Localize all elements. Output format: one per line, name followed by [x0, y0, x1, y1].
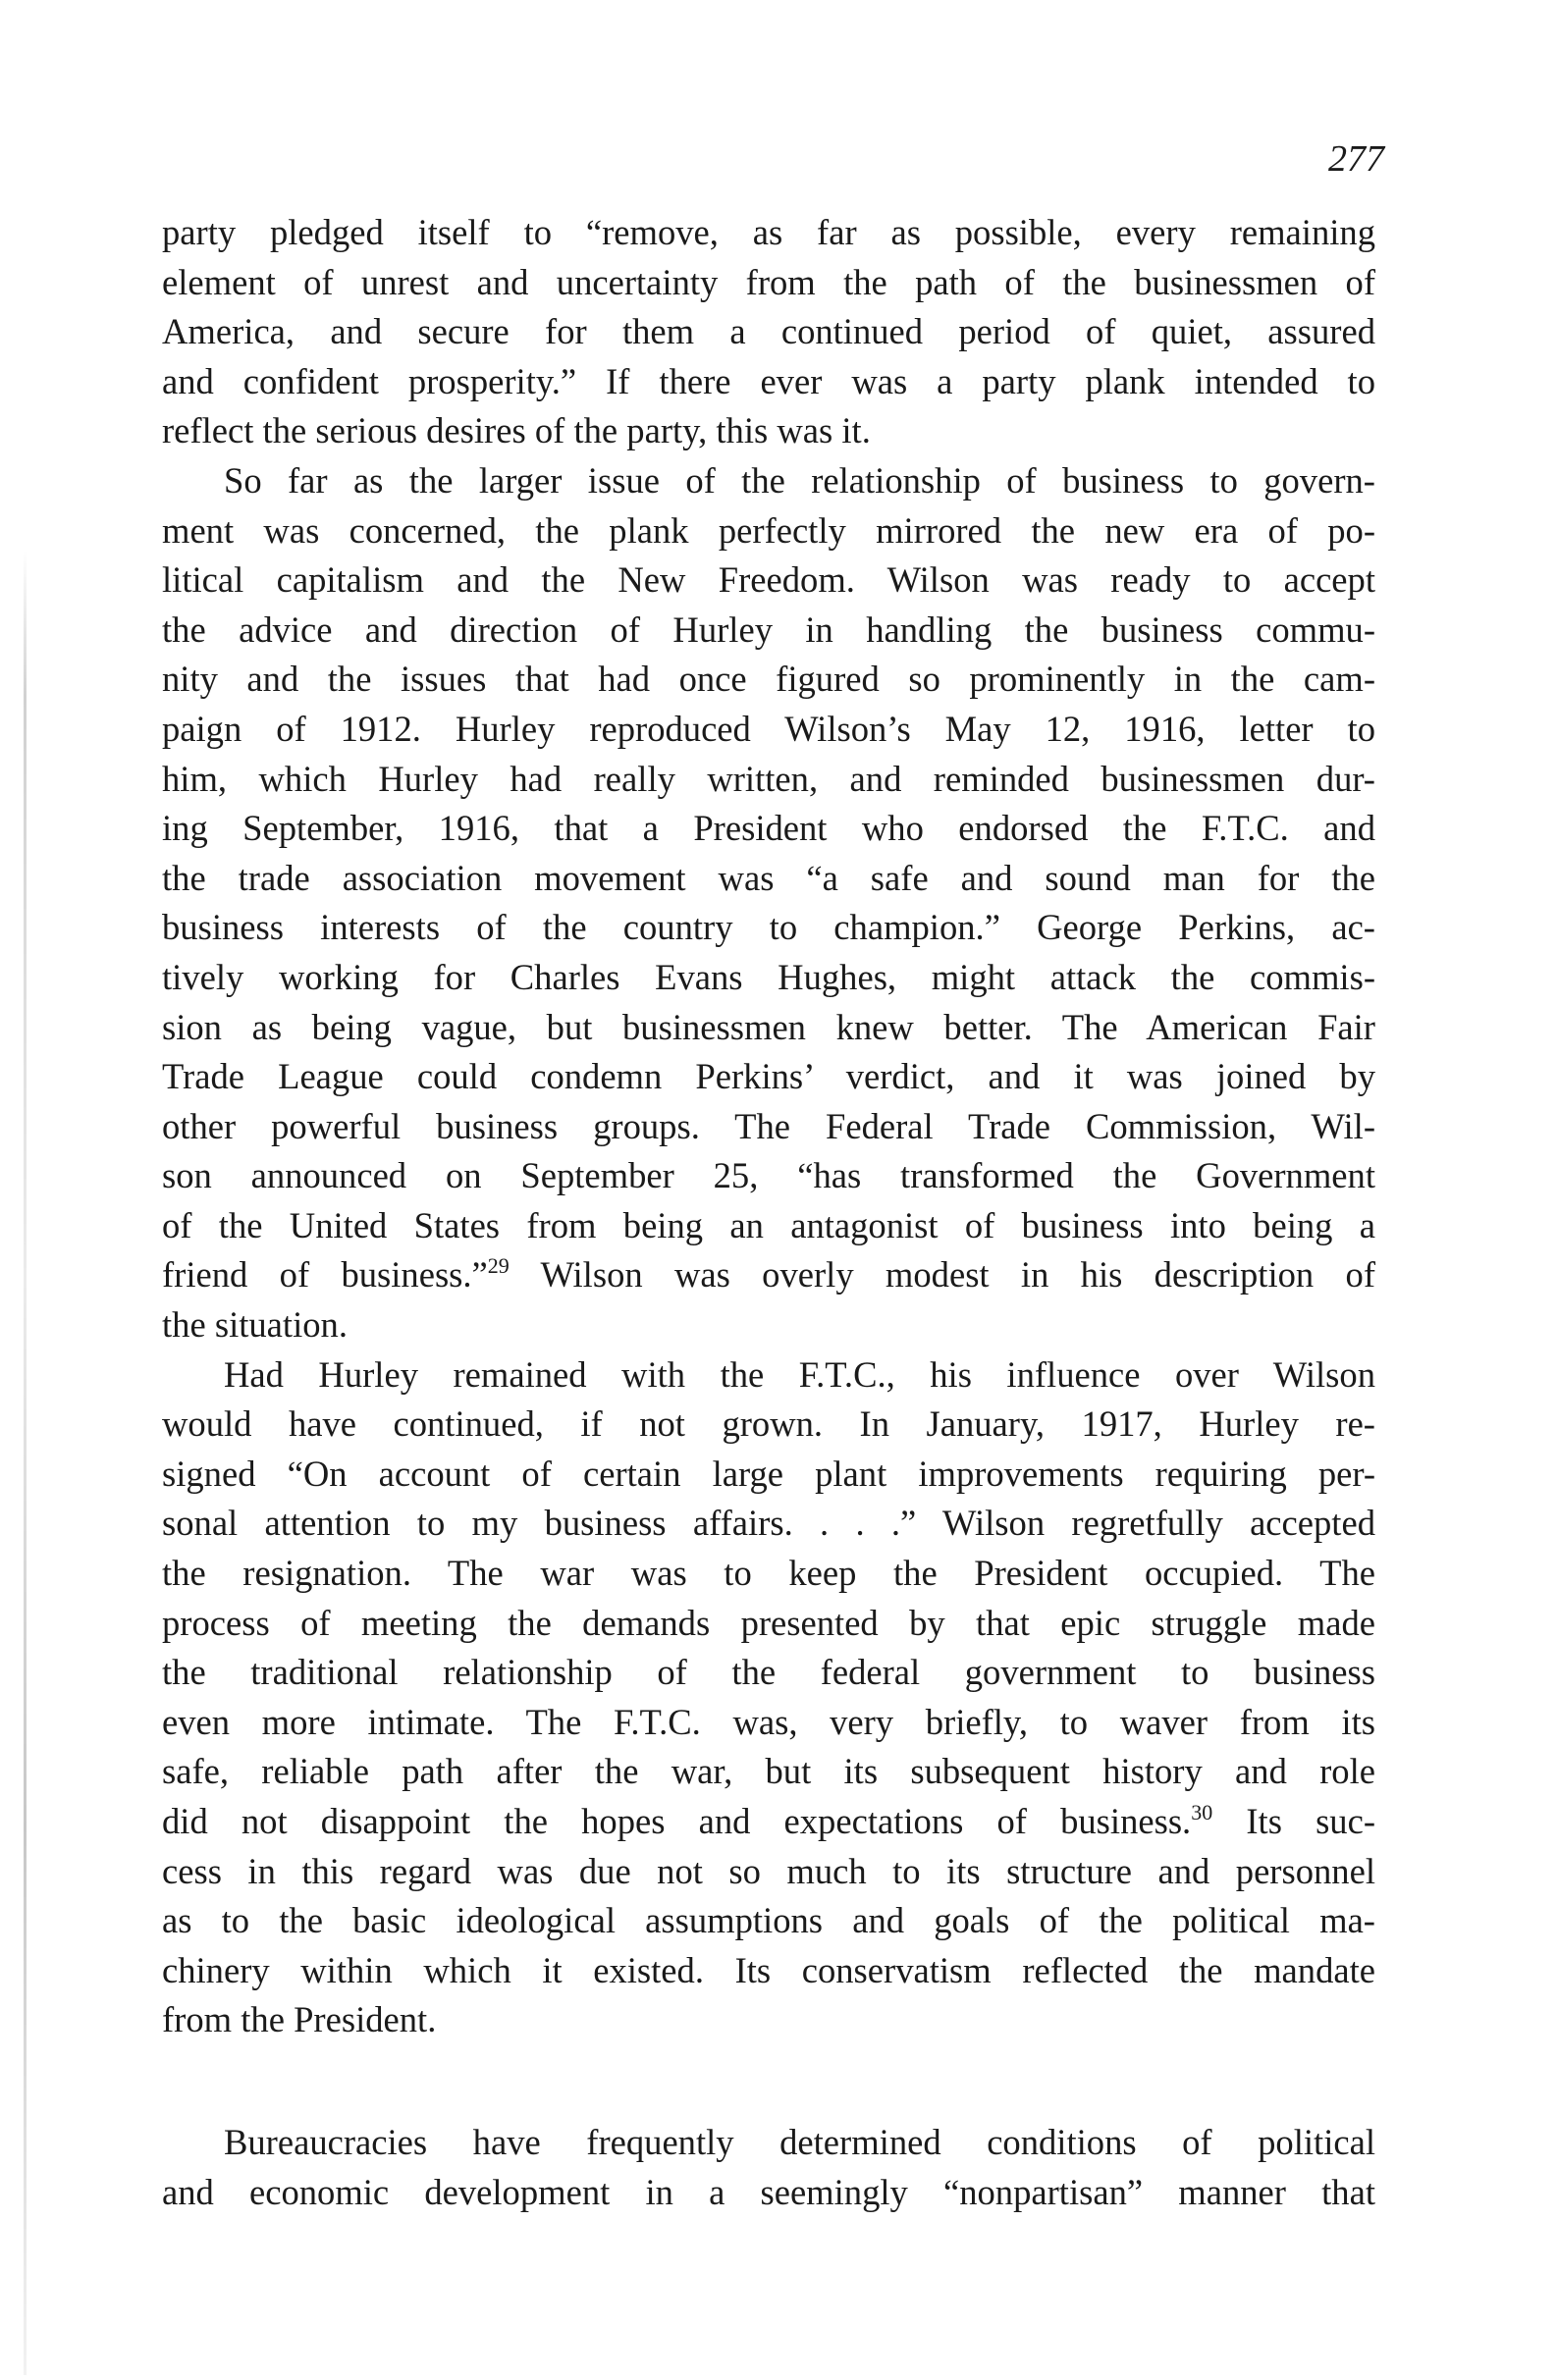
paragraph-p4 [162, 2118, 1375, 2217]
text-line: America, and secure for them a continued period of quiet, assured [162, 311, 1375, 352]
text-line: reflect the serious desires of the party, this was it. [162, 410, 871, 451]
text-line: signed “On account of certain large plant improvements requiring per- [162, 1453, 1375, 1494]
text-line: would have continued, if not grown. In January, 1917, Hurley re- [162, 1403, 1375, 1445]
text-line: him, which Hurley had really written, and reminded businessmen dur- [162, 758, 1375, 799]
text-line: ing September, 1916, that a President who endorsed the F.T.C. and [162, 808, 1375, 849]
text-line: the situation. [162, 1304, 348, 1346]
text-line: the advice and direction of Hurley in handling the business commu- [162, 608, 1375, 650]
text-line: the traditional relationship of the federal government to business [162, 1652, 1375, 1693]
footnote-ref[interactable]: 30 [1191, 1800, 1213, 1825]
text-line: Trade League could condemn Perkins’ verdict, and it was joined by [162, 1056, 1375, 1097]
text-line: sonal attention to my business affairs. . . .” Wilson regretfully accepted [162, 1503, 1375, 1544]
text-line: Had Hurley remained with the F.T.C., his influence over Wilson [224, 1353, 1375, 1395]
text-line: and confident prosperity.” If there ever was a party plank intended to [162, 360, 1375, 401]
text-line: safe, reliable path after the war, but its subsequent history and role [162, 1751, 1375, 1792]
text-line: of the United States from being an antagonist of business into being a [162, 1204, 1375, 1245]
text-line: sion as being vague, but businessmen knew better. The American Fair [162, 1006, 1375, 1047]
paragraph-p1 [162, 208, 1375, 456]
text-line: friend of business.”$^{29}$ Wilson was overly modest in his description of [162, 1253, 1375, 1296]
text-line: from the President. [162, 1999, 437, 2040]
section-break [162, 2045, 1375, 2118]
footnote-ref[interactable]: 29 [487, 1253, 510, 1279]
text-line: cess in this regard was due not so much to its structure and personnel [162, 1850, 1375, 1891]
text-line: element of unrest and uncertainty from the path of the businessmen of [162, 261, 1375, 302]
text-line: even more intimate. The F.T.C. was, very briefly, to waver from its [162, 1701, 1375, 1742]
text-line: chinery within which it existed. Its conservatism reflected the mandate [162, 1949, 1375, 1990]
paragraph-p2 [162, 456, 1375, 1350]
text-line: party pledged itself to “remove, as far as possible, every remaining [162, 212, 1375, 252]
text-line: as to the basic ideological assumptions and goals of the political ma- [162, 1900, 1375, 1941]
text-line: ment was concerned, the plank perfectly mirrored the new era of po- [162, 509, 1375, 551]
text-line: Bureaucracies have frequently determined conditions of political [224, 2121, 1375, 2162]
text-line: process of meeting the demands presented by that epic struggle made [162, 1602, 1375, 1643]
text-line: the trade association movement was “a safe and sound man for the [162, 857, 1375, 898]
scan-gutter-shadow [24, 550, 27, 2375]
body-text [162, 208, 1375, 2217]
text-line: tively working for Charles Evans Hughes, might attack the commis- [162, 956, 1375, 997]
text-line: nity and the issues that had once figured so prominently in the cam- [162, 659, 1375, 700]
paragraph-p3 [162, 1350, 1375, 2045]
page-number: 277 [1328, 138, 1384, 180]
text-line: other powerful business groups. The Federal Trade Commission, Wil- [162, 1105, 1375, 1146]
text-line: did not disappoint the hopes and expectations of business.$^{30}$ Its suc- [162, 1800, 1376, 1841]
text-line: So far as the larger issue of the relationship of business to govern- [224, 459, 1375, 501]
text-line: business interests of the country to champion.” George Perkins, ac- [162, 907, 1375, 948]
text-line: litical capitalism and the New Freedom. Wilson was ready to accept [162, 559, 1375, 601]
text-line: and economic development in a seemingly “nonpartisan” manner that [162, 2171, 1375, 2212]
text-line: son announced on September 25, “has transformed the Government [162, 1155, 1375, 1196]
text-line: paign of 1912. Hurley reproduced Wilson’s May 12, 1916, letter to [162, 708, 1375, 749]
text-line: the resignation. The war was to keep the President occupied. The [162, 1553, 1375, 1594]
